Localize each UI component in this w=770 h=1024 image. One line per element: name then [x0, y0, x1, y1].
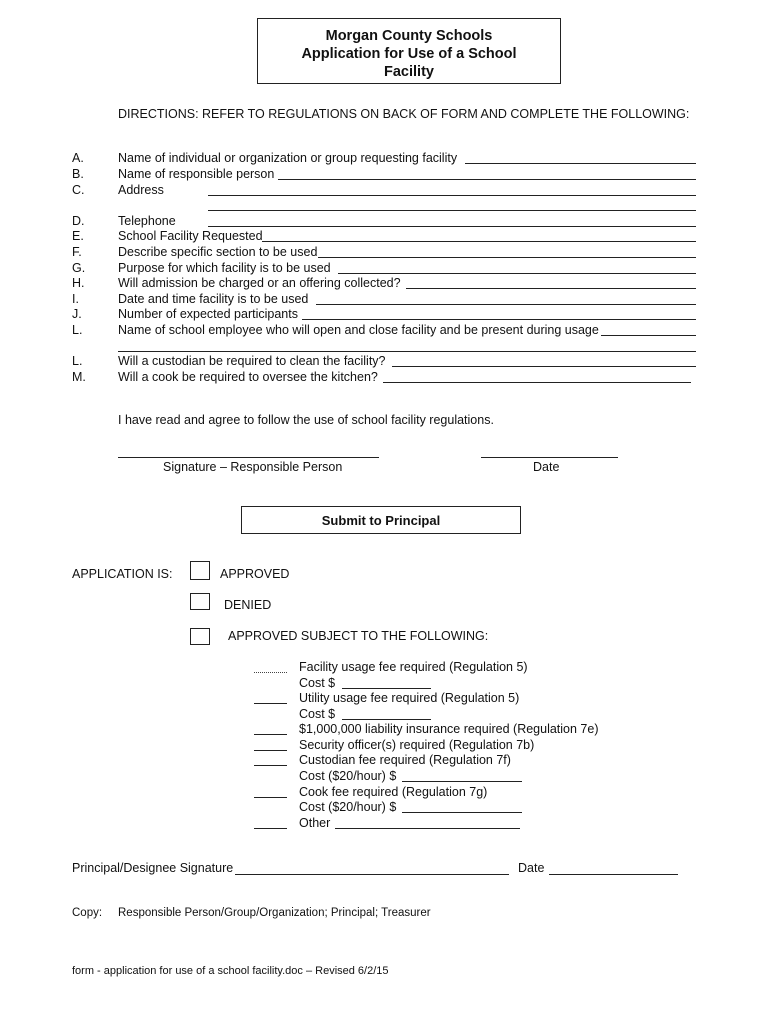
item-label-cook: Will a cook be required to oversee the kitchen?	[118, 370, 378, 384]
field-school-employee-line-2[interactable]	[118, 351, 696, 352]
condition-custodian-fee: Custodian fee required (Regulation 7f)	[299, 753, 511, 767]
item-label-telephone: Telephone	[118, 214, 176, 228]
signature-date-label: Date	[533, 460, 560, 474]
facility-cost-field[interactable]	[342, 688, 431, 689]
condition-other: Other	[299, 816, 331, 830]
field-custodian[interactable]	[392, 366, 696, 367]
item-letter: H.	[72, 276, 85, 290]
item-letter: C.	[72, 183, 85, 197]
condition-check-line-utility-fee[interactable]	[254, 703, 287, 704]
principal-signature-label: Principal/Designee Signature	[72, 861, 234, 875]
item-letter: D.	[72, 214, 85, 228]
item-letter: E.	[72, 229, 84, 243]
item-letter: I.	[72, 292, 79, 306]
field-admission[interactable]	[406, 288, 696, 289]
condition-cook-fee: Cook fee required (Regulation 7g)	[299, 785, 488, 799]
principal-date-line[interactable]	[549, 874, 678, 875]
condition-custodian-cost-label: Cost ($20/hour) $	[299, 769, 397, 783]
condition-liability-insurance: $1,000,000 liability insurance required (Regulation 7e)	[299, 722, 599, 736]
approved-label: APPROVED	[220, 567, 290, 581]
field-address-line-1[interactable]	[208, 195, 696, 196]
item-letter: F.	[72, 245, 82, 259]
field-school-employee-line-1[interactable]	[601, 335, 696, 336]
field-responsible-person[interactable]	[278, 179, 696, 180]
condition-check-line-facility-fee[interactable]	[254, 672, 287, 673]
signature-label: Signature – Responsible Person	[163, 460, 343, 474]
condition-facility-cost-label: Cost $	[299, 676, 336, 690]
field-cook[interactable]	[383, 382, 691, 383]
custodian-cost-field[interactable]	[402, 781, 522, 782]
condition-check-line-custodian-fee[interactable]	[254, 765, 287, 766]
field-telephone[interactable]	[208, 226, 696, 227]
approved-checkbox[interactable]	[190, 561, 210, 580]
item-label-school-employee: Name of school employee who will open and close facility and be present during usage	[118, 323, 599, 337]
principal-date-label: Date	[518, 861, 545, 875]
copy-label: Copy:	[72, 907, 103, 919]
field-date-time[interactable]	[316, 304, 696, 305]
item-letter: B.	[72, 167, 84, 181]
field-section-used[interactable]	[318, 257, 696, 258]
copy-recipients: Responsible Person/Group/Organization; Principal; Treasurer	[118, 907, 431, 919]
form-title-line-1: Morgan County Schools	[325, 28, 493, 44]
condition-utility-cost-label: Cost $	[299, 707, 336, 721]
item-label-date-time: Date and time facility is to be used	[118, 292, 309, 306]
item-label-custodian: Will a custodian be required to clean the facility?	[118, 354, 386, 368]
denied-label: DENIED	[224, 598, 272, 612]
denied-checkbox[interactable]	[190, 593, 210, 610]
condition-cook-cost-label: Cost ($20/hour) $	[299, 800, 397, 814]
condition-check-line-security[interactable]	[254, 750, 287, 751]
field-address-line-2[interactable]	[208, 210, 696, 211]
item-label-section-used: Describe specific section to be used	[118, 245, 318, 259]
item-letter: L.	[72, 323, 83, 337]
item-label-purpose: Purpose for which facility is to be used	[118, 261, 331, 275]
item-label-admission: Will admission be charged or an offering collected?	[118, 276, 401, 290]
signature-date-line[interactable]	[481, 457, 618, 458]
form-footer: form - application for use of a school facility.doc – Revised 6/2/15	[72, 965, 389, 977]
item-label-responsible-person: Name of responsible person	[118, 167, 275, 181]
utility-cost-field[interactable]	[342, 719, 431, 720]
condition-utility-usage-fee: Utility usage fee required (Regulation 5)	[299, 691, 520, 705]
condition-check-line-other[interactable]	[254, 828, 287, 829]
application-is-label: APPLICATION IS:	[72, 567, 173, 581]
item-letter: J.	[72, 307, 82, 321]
submit-to-principal-box: Submit to Principal	[241, 506, 521, 534]
field-facility-requested[interactable]	[262, 241, 696, 242]
other-field[interactable]	[335, 828, 520, 829]
item-letter: M.	[72, 370, 86, 384]
form-title-line-2: Application for Use of a School	[301, 46, 517, 62]
field-requesting-party[interactable]	[465, 163, 696, 164]
agreement-statement: I have read and agree to follow the use of school facility regulations.	[118, 413, 494, 427]
item-label-requesting-party: Name of individual or organization or group requesting facility	[118, 151, 458, 165]
condition-facility-usage-fee: Facility usage fee required (Regulation 5)	[299, 660, 528, 674]
directions-text: DIRECTIONS: REFER TO REGULATIONS ON BACK OF FORM AND COMPLETE THE FOLLOWING:	[118, 107, 690, 121]
signature-line[interactable]	[118, 457, 379, 458]
item-label-address: Address	[118, 183, 164, 197]
approved-subject-label: APPROVED SUBJECT TO THE FOLLOWING:	[228, 629, 489, 643]
item-letter: G.	[72, 261, 86, 275]
condition-check-line-insurance[interactable]	[254, 734, 287, 735]
principal-signature-line[interactable]	[235, 874, 509, 875]
item-letter: A.	[72, 151, 84, 165]
field-purpose[interactable]	[338, 273, 696, 274]
condition-security-officer: Security officer(s) required (Regulation 7b)	[299, 738, 535, 752]
form-title-box	[257, 18, 561, 84]
item-label-participants: Number of expected participants	[118, 307, 298, 321]
item-letter: L.	[72, 354, 83, 368]
condition-check-line-cook-fee[interactable]	[254, 797, 287, 798]
approved-subject-checkbox[interactable]	[190, 628, 210, 645]
item-label-facility-requested: School Facility Requested	[118, 229, 263, 243]
form-title-line-3: Facility	[384, 64, 434, 80]
field-participants[interactable]	[302, 319, 696, 320]
cook-cost-field[interactable]	[402, 812, 522, 813]
